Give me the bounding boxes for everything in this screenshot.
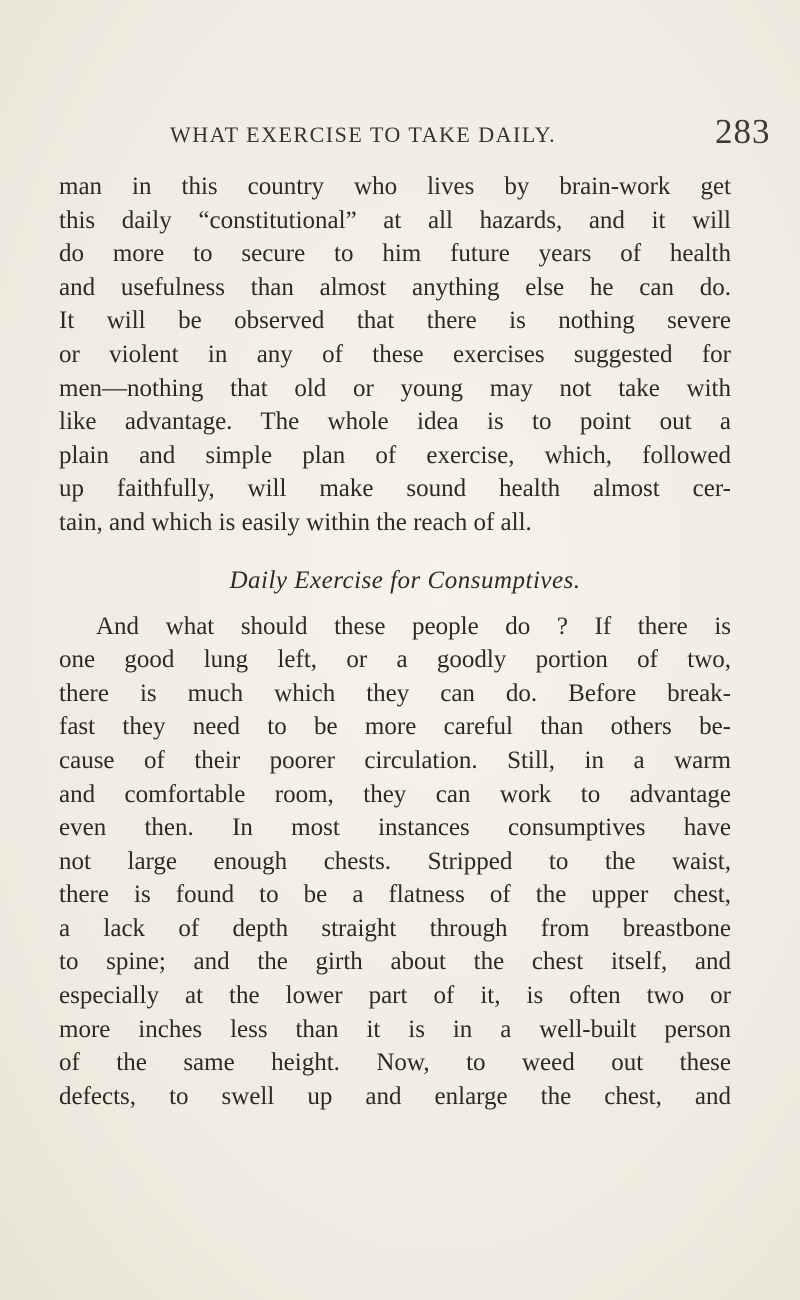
text-line: cause of their poorer circulation. Still, in a warm [59,746,731,774]
text-line: up faithfully, will make sound health almost cer- [59,475,731,503]
text-line: there is found to be a flatness of the upper chest, [59,881,731,909]
text-line: men—nothing that old or young may not take with [59,374,731,402]
section-subheading: Daily Exercise for Consumptives. [229,566,581,594]
text-line: and comfortable room, they can work to advantage [59,780,731,808]
text-line: especially at the lower part of it, is often two or [59,982,731,1010]
text-line: defects, to swell up and enlarge the chest, and [59,1082,731,1110]
text-line: a lack of depth straight through from breastbone [59,914,731,942]
text-line: one good lung left, or a goodly portion of two, [59,646,731,674]
running-head-title: WHAT EXERCISE TO TAKE DAILY. [170,122,557,147]
text-line: And what should these people do ? If there is [96,612,731,640]
paragraph-2 [59,610,731,1114]
text-line: even then. In most instances consumptives have [59,814,731,842]
text-line: tain, and which is easily within the reach of all. [59,508,532,536]
text-line: do more to secure to him future years of health [59,240,731,268]
text-line: man in this country who lives by brain-work get [59,173,731,200]
text-line: or violent in any of these exercises suggested for [59,340,731,368]
text-line: this daily “constitutional” at all hazards, and it will [59,206,731,234]
text-line: of the same height. Now, to weed out these [59,1049,731,1077]
text-line: like advantage. The whole idea is to point out a [59,408,731,436]
text-line: fast they need to be more careful than others be- [59,713,731,741]
text-line: to spine; and the girth about the chest itself, and [59,948,731,976]
text-line: It will be observed that there is nothing severe [59,307,731,335]
page-number: 283 [715,112,771,151]
body-text [59,170,731,1113]
running-head [0,112,800,158]
text-line: plain and simple plan of exercise, which, followed [59,441,731,469]
text-line: and usefulness than almost anything else he can do. [59,273,731,301]
text-line: there is much which they can do. Before break- [59,679,731,707]
text-line: more inches less than it is in a well-built person [59,1015,731,1043]
text-line: not large enough chests. Stripped to the waist, [59,847,731,875]
paragraph-1 [59,170,731,540]
